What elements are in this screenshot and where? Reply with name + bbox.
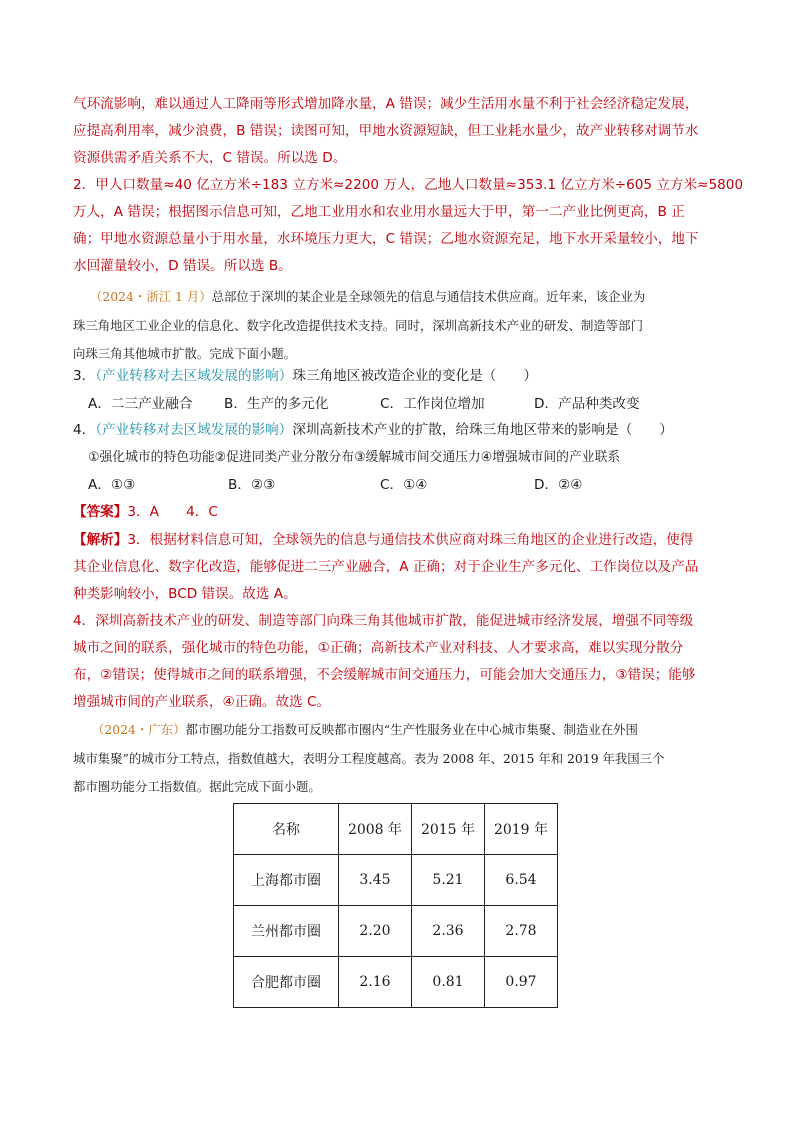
index-table [233,803,558,1008]
q3-option-c[interactable]: C．工作岗位增加 [380,396,485,412]
table-row [234,957,558,1008]
q4-stem: 深圳高新技术产业的扩散，给珠三角地区带来的影响是（ ） [292,422,673,438]
para1-line3: 资源供需矛盾关系不大，C 错误。所以选 D。 [73,150,347,166]
table-header-cell: 2008 年 [339,804,412,855]
answer-line [73,502,218,522]
q4-tag: （产业转移对去区域发展的影响） [95,422,293,438]
q3-option-d[interactable]: D．产品种类改变 [534,396,640,412]
question-3 [73,366,537,386]
q3-option-b[interactable]: B．生产的多元化 [224,396,329,412]
para1-line2: 应提高利用率，减少浪费，B 错误；读图可知，甲地水资源短缺，但工业耗水量少，故产业转移对调节水 [73,123,699,139]
q4-option-c[interactable]: C．①④ [380,477,428,493]
analysis-line7: 增强城市间的产业联系，④正确。故选 C。 [73,694,331,710]
material1-text1: 总部位于深圳的某企业是全球领先的信息与通信技术供应商。近年来，该企业为 [211,289,646,304]
table-cell: 兰州都市圈 [234,906,339,957]
material1-source: （2024・浙江 1 月） [90,289,212,304]
analysis-line6: 布，②错误；使得城市之间的联系增强，不会缓解城市间交通压力，可能会加大交通压力，③错误；能够 [73,667,696,683]
para1-line1: 气环流影响，难以通过人工降雨等形式增加降水量，A 错误；减少生活用水量不利于社会经济稳定发展， [73,96,699,112]
table-row [234,906,558,957]
para2-line1: 2．甲人口数量≈40 亿立方米÷183 立方米≈2200 万人，乙地人口数量≈353.1 亿立方米÷605 立方米≈5800 [73,177,744,193]
q4-option-a[interactable]: A．①③ [88,477,136,493]
q3-option-a[interactable]: A．二三产业融合 [88,396,193,412]
material2-line3: 都市圈功能分工指数值。据此完成下面小题。 [73,779,321,794]
table-cell: 0.81 [412,957,485,1008]
table-cell: 6.54 [485,855,558,906]
table-row [234,855,558,906]
material2-line1 [92,720,638,740]
table-header-row [234,804,558,855]
q4-option-d[interactable]: D．②④ [534,477,583,493]
table-cell: 3.45 [339,855,412,906]
table-cell: 2.36 [412,906,485,957]
table-cell: 5.21 [412,855,485,906]
material2-line2: 城市集聚”的城市分工特点，指数值越大，表明分工程度越高。表为 2008 年、2015 年和 2019 年我国三个 [73,751,665,766]
table-cell: 合肥都市圈 [234,957,339,1008]
q4-option-b[interactable]: B．②③ [228,477,276,493]
material1-line3: 向珠三角其他城市扩散。完成下面小题。 [73,346,297,361]
q3-stem: 珠三角地区被改造企业的变化是（ ） [292,368,538,384]
table-header-cell: 2015 年 [412,804,485,855]
analysis-text1: 3．根据材料信息可知，全球领先的信息与通信技术供应商对珠三角地区的企业进行改造，使得 [127,532,694,548]
question-4 [73,420,673,440]
para2-line2: 万人，A 错误；根据图示信息可知，乙地工业用水和农业用水量远大于甲，第一二产业比例更高，B 正 [73,204,685,220]
q3-number: 3． [73,368,96,384]
material2-text1: 都市圈功能分工指数可反映都市圈内“生产性服务业在中心城市集聚、制造业在外围 [185,722,638,737]
answer-text: 3．A 4．C [127,504,218,520]
material1-line1 [90,287,645,307]
analysis-line3: 种类影响较小，BCD 错误。故选 A。 [73,586,297,602]
q4-statements: ①强化城市的特色功能②促进同类产业分散分布③缓解城市间交通压力④增强城市间的产业联系 [88,450,621,465]
material1-line2: 珠三角地区工业企业的信息化、数字化改造提供技术支持。同时，深圳高新技术产业的研发、制造等部门 [73,318,643,333]
table-cell: 2.20 [339,906,412,957]
answer-label: 【答案】 [73,504,128,520]
q4-number: 4． [73,422,96,438]
analysis-line1 [73,530,693,550]
para2-line4: 水回灌量较小，D 错误。所以选 B。 [73,258,292,274]
analysis-label: 【解析】 [73,532,128,548]
table-cell: 2.78 [485,906,558,957]
analysis-line4: 4．深圳高新技术产业的研发、制造等部门向珠三角其他城市扩散，能促进城市经济发展，增强不同等级 [73,613,694,629]
table-header-cell: 名称 [234,804,339,855]
analysis-line2: 其企业信息化、数字化改造，能够促进二三产业融合，A 正确；对于企业生产多元化、工作岗位以及产品 [73,559,699,575]
table-cell: 0.97 [485,957,558,1008]
material2-source: （2024・广东） [92,722,186,737]
table-cell: 2.16 [339,957,412,1008]
q3-tag: （产业转移对去区域发展的影响） [95,368,293,384]
para2-line3: 确；甲地水资源总量小于用水量，水环境压力更大，C 错误；乙地水资源充足，地下水开采量较小，地下 [73,231,699,247]
table-header-cell: 2019 年 [485,804,558,855]
analysis-line5: 城市之间的联系，强化城市的特色功能，①正确；高新技术产业对科技、人才要求高，难以实现分散分 [73,640,684,656]
table-cell: 上海都市圈 [234,855,339,906]
